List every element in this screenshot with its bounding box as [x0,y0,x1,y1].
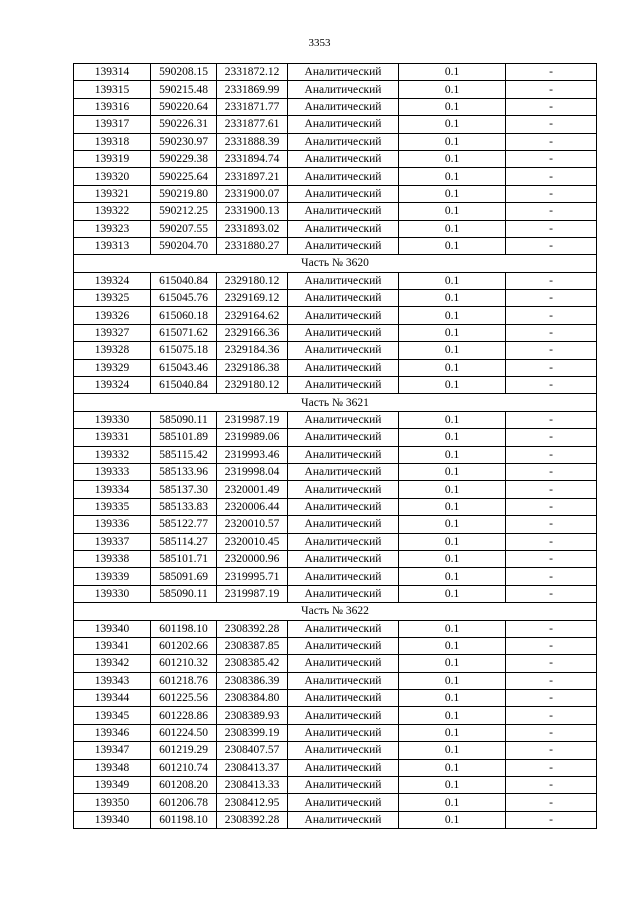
section-row [74,255,597,272]
x-coordinate-cell: 615040.84 [151,377,217,394]
accuracy-cell: 0.1 [399,481,506,498]
x-coordinate-cell: 590225.64 [151,168,217,185]
x-coordinate-cell: 601198.10 [151,620,217,637]
point-id-cell: 139324 [74,377,151,394]
method-cell: Аналитический [288,777,399,794]
method-cell: Аналитический [288,272,399,289]
method-cell: Аналитический [288,498,399,515]
note-cell: - [506,794,597,811]
point-id-cell: 139340 [74,811,151,828]
y-coordinate-cell: 2308412.95 [217,794,288,811]
y-coordinate-cell: 2320010.45 [217,533,288,550]
method-cell: Аналитический [288,446,399,463]
point-id-cell: 139348 [74,759,151,776]
method-cell: Аналитический [288,203,399,220]
accuracy-cell: 0.1 [399,724,506,741]
method-cell: Аналитический [288,342,399,359]
accuracy-cell: 0.1 [399,498,506,515]
note-cell: - [506,533,597,550]
accuracy-cell: 0.1 [399,585,506,602]
method-cell: Аналитический [288,64,399,81]
note-cell: - [506,272,597,289]
note-cell: - [506,672,597,689]
section-title: Часть № 3621 [74,394,597,411]
accuracy-cell: 0.1 [399,342,506,359]
note-cell: - [506,568,597,585]
y-coordinate-cell: 2329180.12 [217,377,288,394]
note-cell: - [506,446,597,463]
coordinates-table-body [74,64,597,829]
point-id-cell: 139315 [74,81,151,98]
point-id-cell: 139347 [74,742,151,759]
x-coordinate-cell: 585090.11 [151,585,217,602]
y-coordinate-cell: 2319993.46 [217,446,288,463]
y-coordinate-cell: 2308389.93 [217,707,288,724]
accuracy-cell: 0.1 [399,568,506,585]
point-id-cell: 139316 [74,98,151,115]
note-cell: - [506,168,597,185]
x-coordinate-cell: 585122.77 [151,516,217,533]
point-id-cell: 139346 [74,724,151,741]
accuracy-cell: 0.1 [399,290,506,307]
method-cell: Аналитический [288,185,399,202]
note-cell: - [506,377,597,394]
method-cell: Аналитический [288,324,399,341]
table-row [74,307,597,324]
table-row [74,342,597,359]
point-id-cell: 139327 [74,324,151,341]
x-coordinate-cell: 601198.10 [151,811,217,828]
method-cell: Аналитический [288,463,399,480]
method-cell: Аналитический [288,411,399,428]
x-coordinate-cell: 601210.74 [151,759,217,776]
table-row [74,550,597,567]
point-id-cell: 139349 [74,777,151,794]
x-coordinate-cell: 615071.62 [151,324,217,341]
note-cell: - [506,620,597,637]
x-coordinate-cell: 590212.25 [151,203,217,220]
point-id-cell: 139343 [74,672,151,689]
note-cell: - [506,742,597,759]
point-id-cell: 139339 [74,568,151,585]
accuracy-cell: 0.1 [399,550,506,567]
method-cell: Аналитический [288,707,399,724]
note-cell: - [506,203,597,220]
point-id-cell: 139345 [74,707,151,724]
method-cell: Аналитический [288,237,399,254]
table-row [74,220,597,237]
x-coordinate-cell: 585137.30 [151,481,217,498]
method-cell: Аналитический [288,655,399,672]
table-row [74,185,597,202]
table-row [74,359,597,376]
accuracy-cell: 0.1 [399,377,506,394]
table-row [74,290,597,307]
method-cell: Аналитический [288,150,399,167]
method-cell: Аналитический [288,585,399,602]
note-cell: - [506,585,597,602]
y-coordinate-cell: 2308392.28 [217,811,288,828]
point-id-cell: 139319 [74,150,151,167]
x-coordinate-cell: 601219.29 [151,742,217,759]
x-coordinate-cell: 585115.42 [151,446,217,463]
method-cell: Аналитический [288,307,399,324]
accuracy-cell: 0.1 [399,98,506,115]
table-row [74,690,597,707]
point-id-cell: 139337 [74,533,151,550]
note-cell: - [506,359,597,376]
x-coordinate-cell: 590226.31 [151,116,217,133]
note-cell: - [506,307,597,324]
note-cell: - [506,290,597,307]
note-cell: - [506,411,597,428]
y-coordinate-cell: 2331872.12 [217,64,288,81]
accuracy-cell: 0.1 [399,742,506,759]
y-coordinate-cell: 2331894.74 [217,150,288,167]
y-coordinate-cell: 2329169.12 [217,290,288,307]
x-coordinate-cell: 585133.83 [151,498,217,515]
note-cell: - [506,516,597,533]
coordinates-table [73,63,597,829]
note-cell: - [506,637,597,654]
note-cell: - [506,133,597,150]
x-coordinate-cell: 590220.64 [151,98,217,115]
accuracy-cell: 0.1 [399,64,506,81]
point-id-cell: 139335 [74,498,151,515]
accuracy-cell: 0.1 [399,324,506,341]
y-coordinate-cell: 2331893.02 [217,220,288,237]
table-row [74,98,597,115]
accuracy-cell: 0.1 [399,533,506,550]
point-id-cell: 139314 [74,64,151,81]
x-coordinate-cell: 601225.56 [151,690,217,707]
point-id-cell: 139322 [74,203,151,220]
x-coordinate-cell: 590208.15 [151,64,217,81]
point-id-cell: 139350 [74,794,151,811]
x-coordinate-cell: 590207.55 [151,220,217,237]
y-coordinate-cell: 2308399.19 [217,724,288,741]
accuracy-cell: 0.1 [399,307,506,324]
point-id-cell: 139330 [74,411,151,428]
x-coordinate-cell: 601224.50 [151,724,217,741]
note-cell: - [506,185,597,202]
y-coordinate-cell: 2331900.07 [217,185,288,202]
table-row [74,655,597,672]
y-coordinate-cell: 2308392.28 [217,620,288,637]
table-row [74,429,597,446]
accuracy-cell: 0.1 [399,185,506,202]
y-coordinate-cell: 2331888.39 [217,133,288,150]
method-cell: Аналитический [288,759,399,776]
x-coordinate-cell: 590219.80 [151,185,217,202]
point-id-cell: 139321 [74,185,151,202]
table-row [74,237,597,254]
table-row [74,116,597,133]
y-coordinate-cell: 2319998.04 [217,463,288,480]
method-cell: Аналитический [288,481,399,498]
y-coordinate-cell: 2320001.49 [217,481,288,498]
point-id-cell: 139333 [74,463,151,480]
note-cell: - [506,811,597,828]
y-coordinate-cell: 2329166.36 [217,324,288,341]
method-cell: Аналитический [288,568,399,585]
method-cell: Аналитический [288,116,399,133]
table-row [74,724,597,741]
x-coordinate-cell: 585101.71 [151,550,217,567]
method-cell: Аналитический [288,377,399,394]
table-row [74,533,597,550]
method-cell: Аналитический [288,81,399,98]
point-id-cell: 139332 [74,446,151,463]
accuracy-cell: 0.1 [399,81,506,98]
accuracy-cell: 0.1 [399,463,506,480]
table-row [74,568,597,585]
note-cell: - [506,707,597,724]
point-id-cell: 139330 [74,585,151,602]
table-row [74,742,597,759]
section-title: Часть № 3622 [74,603,597,620]
point-id-cell: 139313 [74,237,151,254]
page-number: 3353 [308,37,331,49]
point-id-cell: 139328 [74,342,151,359]
accuracy-cell: 0.1 [399,777,506,794]
accuracy-cell: 0.1 [399,655,506,672]
accuracy-cell: 0.1 [399,811,506,828]
point-id-cell: 139325 [74,290,151,307]
y-coordinate-cell: 2329164.62 [217,307,288,324]
y-coordinate-cell: 2320006.44 [217,498,288,515]
accuracy-cell: 0.1 [399,637,506,654]
x-coordinate-cell: 590230.97 [151,133,217,150]
y-coordinate-cell: 2319989.06 [217,429,288,446]
y-coordinate-cell: 2331877.61 [217,116,288,133]
note-cell: - [506,655,597,672]
y-coordinate-cell: 2308386.39 [217,672,288,689]
note-cell: - [506,481,597,498]
note-cell: - [506,64,597,81]
note-cell: - [506,324,597,341]
x-coordinate-cell: 590215.48 [151,81,217,98]
note-cell: - [506,724,597,741]
y-coordinate-cell: 2320010.57 [217,516,288,533]
x-coordinate-cell: 585090.11 [151,411,217,428]
table-row [74,463,597,480]
method-cell: Аналитический [288,290,399,307]
method-cell: Аналитический [288,794,399,811]
y-coordinate-cell: 2319995.71 [217,568,288,585]
table-row [74,272,597,289]
point-id-cell: 139338 [74,550,151,567]
method-cell: Аналитический [288,742,399,759]
point-id-cell: 139334 [74,481,151,498]
table-row [74,707,597,724]
method-cell: Аналитический [288,690,399,707]
y-coordinate-cell: 2308413.37 [217,759,288,776]
y-coordinate-cell: 2308387.85 [217,637,288,654]
table-row [74,203,597,220]
y-coordinate-cell: 2331900.13 [217,203,288,220]
table-row [74,620,597,637]
x-coordinate-cell: 585114.27 [151,533,217,550]
table-row [74,377,597,394]
accuracy-cell: 0.1 [399,237,506,254]
point-id-cell: 139324 [74,272,151,289]
method-cell: Аналитический [288,220,399,237]
y-coordinate-cell: 2319987.19 [217,411,288,428]
point-id-cell: 139320 [74,168,151,185]
section-row [74,394,597,411]
accuracy-cell: 0.1 [399,429,506,446]
point-id-cell: 139342 [74,655,151,672]
x-coordinate-cell: 601202.66 [151,637,217,654]
y-coordinate-cell: 2308407.57 [217,742,288,759]
y-coordinate-cell: 2308413.33 [217,777,288,794]
method-cell: Аналитический [288,429,399,446]
y-coordinate-cell: 2331897.21 [217,168,288,185]
note-cell: - [506,342,597,359]
x-coordinate-cell: 585091.69 [151,568,217,585]
accuracy-cell: 0.1 [399,411,506,428]
table-row [74,81,597,98]
accuracy-cell: 0.1 [399,359,506,376]
table-row [74,811,597,828]
note-cell: - [506,690,597,707]
point-id-cell: 139318 [74,133,151,150]
y-coordinate-cell: 2329184.36 [217,342,288,359]
accuracy-cell: 0.1 [399,620,506,637]
table-row [74,672,597,689]
table-row [74,637,597,654]
x-coordinate-cell: 585133.96 [151,463,217,480]
accuracy-cell: 0.1 [399,794,506,811]
x-coordinate-cell: 601218.76 [151,672,217,689]
y-coordinate-cell: 2329186.38 [217,359,288,376]
x-coordinate-cell: 615045.76 [151,290,217,307]
method-cell: Аналитический [288,811,399,828]
table-row [74,411,597,428]
y-coordinate-cell: 2320000.96 [217,550,288,567]
x-coordinate-cell: 615043.46 [151,359,217,376]
table-row [74,759,597,776]
point-id-cell: 139340 [74,620,151,637]
y-coordinate-cell: 2331871.77 [217,98,288,115]
table-row [74,481,597,498]
accuracy-cell: 0.1 [399,133,506,150]
x-coordinate-cell: 601210.32 [151,655,217,672]
y-coordinate-cell: 2329180.12 [217,272,288,289]
y-coordinate-cell: 2308384.80 [217,690,288,707]
note-cell: - [506,220,597,237]
method-cell: Аналитический [288,533,399,550]
point-id-cell: 139344 [74,690,151,707]
note-cell: - [506,98,597,115]
y-coordinate-cell: 2331869.99 [217,81,288,98]
x-coordinate-cell: 615075.18 [151,342,217,359]
point-id-cell: 139341 [74,637,151,654]
x-coordinate-cell: 590229.38 [151,150,217,167]
note-cell: - [506,237,597,254]
table-row [74,498,597,515]
accuracy-cell: 0.1 [399,168,506,185]
table-row [74,446,597,463]
method-cell: Аналитический [288,133,399,150]
note-cell: - [506,116,597,133]
method-cell: Аналитический [288,550,399,567]
method-cell: Аналитический [288,98,399,115]
table-row [74,794,597,811]
accuracy-cell: 0.1 [399,116,506,133]
table-row [74,64,597,81]
table-row [74,150,597,167]
x-coordinate-cell: 601228.86 [151,707,217,724]
x-coordinate-cell: 615040.84 [151,272,217,289]
accuracy-cell: 0.1 [399,516,506,533]
accuracy-cell: 0.1 [399,707,506,724]
table-row [74,585,597,602]
accuracy-cell: 0.1 [399,220,506,237]
table-row [74,168,597,185]
note-cell: - [506,81,597,98]
table-row [74,133,597,150]
point-id-cell: 139317 [74,116,151,133]
point-id-cell: 139326 [74,307,151,324]
accuracy-cell: 0.1 [399,203,506,220]
note-cell: - [506,777,597,794]
section-row [74,603,597,620]
note-cell: - [506,150,597,167]
x-coordinate-cell: 590204.70 [151,237,217,254]
note-cell: - [506,550,597,567]
y-coordinate-cell: 2319987.19 [217,585,288,602]
note-cell: - [506,463,597,480]
point-id-cell: 139329 [74,359,151,376]
table-row [74,516,597,533]
accuracy-cell: 0.1 [399,446,506,463]
note-cell: - [506,498,597,515]
note-cell: - [506,429,597,446]
method-cell: Аналитический [288,724,399,741]
method-cell: Аналитический [288,620,399,637]
point-id-cell: 139331 [74,429,151,446]
method-cell: Аналитический [288,359,399,376]
table-row [74,777,597,794]
table-row [74,324,597,341]
accuracy-cell: 0.1 [399,150,506,167]
accuracy-cell: 0.1 [399,759,506,776]
note-cell: - [506,759,597,776]
point-id-cell: 139323 [74,220,151,237]
x-coordinate-cell: 585101.89 [151,429,217,446]
y-coordinate-cell: 2308385.42 [217,655,288,672]
method-cell: Аналитический [288,637,399,654]
accuracy-cell: 0.1 [399,272,506,289]
x-coordinate-cell: 615060.18 [151,307,217,324]
method-cell: Аналитический [288,516,399,533]
method-cell: Аналитический [288,168,399,185]
point-id-cell: 139336 [74,516,151,533]
section-title: Часть № 3620 [74,255,597,272]
accuracy-cell: 0.1 [399,672,506,689]
method-cell: Аналитический [288,672,399,689]
x-coordinate-cell: 601208.20 [151,777,217,794]
y-coordinate-cell: 2331880.27 [217,237,288,254]
accuracy-cell: 0.1 [399,690,506,707]
x-coordinate-cell: 601206.78 [151,794,217,811]
